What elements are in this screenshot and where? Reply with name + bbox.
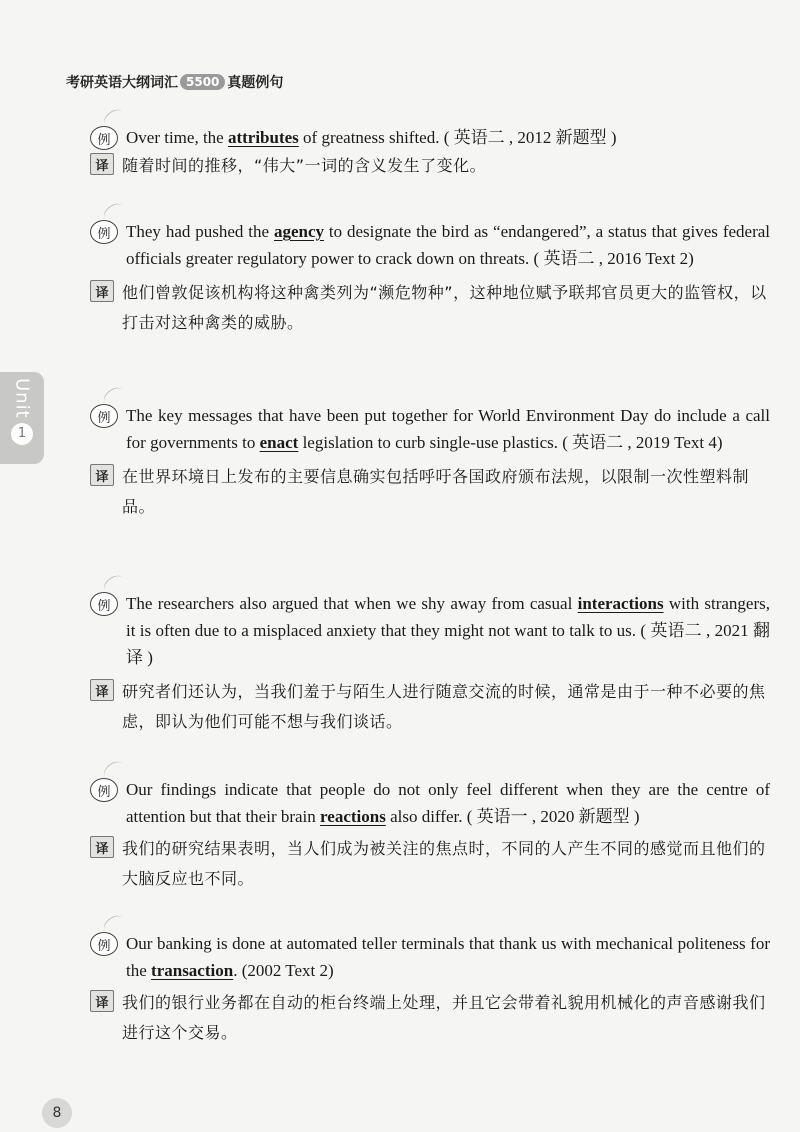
example-entry xyxy=(90,776,770,894)
english-text: Over time, the attributes of greatness shifted. ( 英语二 , 2012 新题型 ) xyxy=(126,128,617,147)
example-badge-icon: 例 xyxy=(90,778,118,802)
chinese-text: 随着时间的推移，“伟大”一词的含义发生了变化。 xyxy=(122,156,487,175)
translation-badge-icon: 译 xyxy=(90,990,114,1012)
english-text: They had pushed the agency to designate the bird as “endangered”, a status that gives federal officials greater regulatory power to crack down on threats. ( 英语二 , 2016 Text 2) xyxy=(126,222,770,268)
example-sentence xyxy=(90,124,770,151)
translation-badge-icon: 译 xyxy=(90,679,114,701)
chinese-text: 他们曾敦促该机构将这种禽类列为“濒危物种”，这种地位赋予联邦官员更大的监管权，以打击对这种禽类的威胁。 xyxy=(122,283,767,332)
example-entry xyxy=(90,402,770,522)
example-sentence xyxy=(90,590,770,671)
header-suffix: 真题例句 xyxy=(227,75,284,91)
example-sentence xyxy=(90,218,770,272)
english-text: Our banking is done at automated teller terminals that thank us with mechanical politeness for the transaction. (2002 Text 2) xyxy=(126,934,770,980)
translation-badge-icon: 译 xyxy=(90,464,114,486)
english-text: Our findings indicate that people do not only feel different when they are the centre of attention but that their brain reactions also differ. ( 英语一 , 2020 新题型 ) xyxy=(126,780,770,826)
example-badge-icon: 例 xyxy=(90,126,118,150)
example-badge-icon: 例 xyxy=(90,592,118,616)
unit-label: Unit xyxy=(11,378,33,419)
translation xyxy=(90,462,770,522)
chinese-text: 研究者们还认为，当我们羞于与陌生人进行随意交流的时候，通常是由于一种不必要的焦虑，即认为他们可能不想与我们谈话。 xyxy=(122,682,766,731)
example-badge-icon: 例 xyxy=(90,220,118,244)
example-entry xyxy=(90,124,770,181)
example-entry xyxy=(90,218,770,338)
translation xyxy=(90,834,770,894)
header-prefix: 考研英语大纲词汇 xyxy=(66,75,178,91)
word-count-badge: 5500 xyxy=(180,74,225,90)
example-sentence xyxy=(90,776,770,830)
unit-number: 1 xyxy=(11,423,33,445)
chinese-text: 我们的银行业务都在自动的柜台终端上处理，并且它会带着礼貌用机械化的声音感谢我们进行这个交易。 xyxy=(122,993,766,1042)
translation xyxy=(90,677,770,737)
keyword: agency xyxy=(273,222,324,241)
keyword: reactions xyxy=(320,807,386,826)
translation-badge-icon: 译 xyxy=(90,153,114,175)
example-sentence xyxy=(90,930,770,984)
example-entry xyxy=(90,930,770,1048)
keyword: attributes xyxy=(227,128,299,147)
example-sentence xyxy=(90,402,770,456)
translation xyxy=(90,151,770,181)
unit-side-tab xyxy=(0,372,44,464)
keyword: interactions xyxy=(577,594,664,613)
chinese-text: 我们的研究结果表明，当人们成为被关注的焦点时，不同的人产生不同的感觉而且他们的大脑反应也不同。 xyxy=(122,839,766,888)
example-entry xyxy=(90,590,770,737)
translation xyxy=(90,278,770,338)
page-number: 8 xyxy=(42,1098,72,1128)
example-badge-icon: 例 xyxy=(90,404,118,428)
chinese-text: 在世界环境日上发布的主要信息确实包括呼吁各国政府颁布法规，以限制一次性塑料制品。 xyxy=(122,467,750,516)
keyword: transaction xyxy=(151,961,234,980)
running-header xyxy=(66,72,283,92)
translation xyxy=(90,988,770,1048)
example-badge-icon: 例 xyxy=(90,932,118,956)
english-text: The researchers also argued that when we shy away from casual interactions with strangers, it is often due to a misplaced anxiety that they might not want to talk to us. ( 英语二 , 2021 翻译 ) xyxy=(126,594,770,667)
translation-badge-icon: 译 xyxy=(90,836,114,858)
translation-badge-icon: 译 xyxy=(90,280,114,302)
keyword: enact xyxy=(259,433,299,452)
english-text: The key messages that have been put together for World Environment Day do include a call for governments to enact legislation to curb single-use plastics. ( 英语二 , 2019 Text 4) xyxy=(126,406,770,452)
